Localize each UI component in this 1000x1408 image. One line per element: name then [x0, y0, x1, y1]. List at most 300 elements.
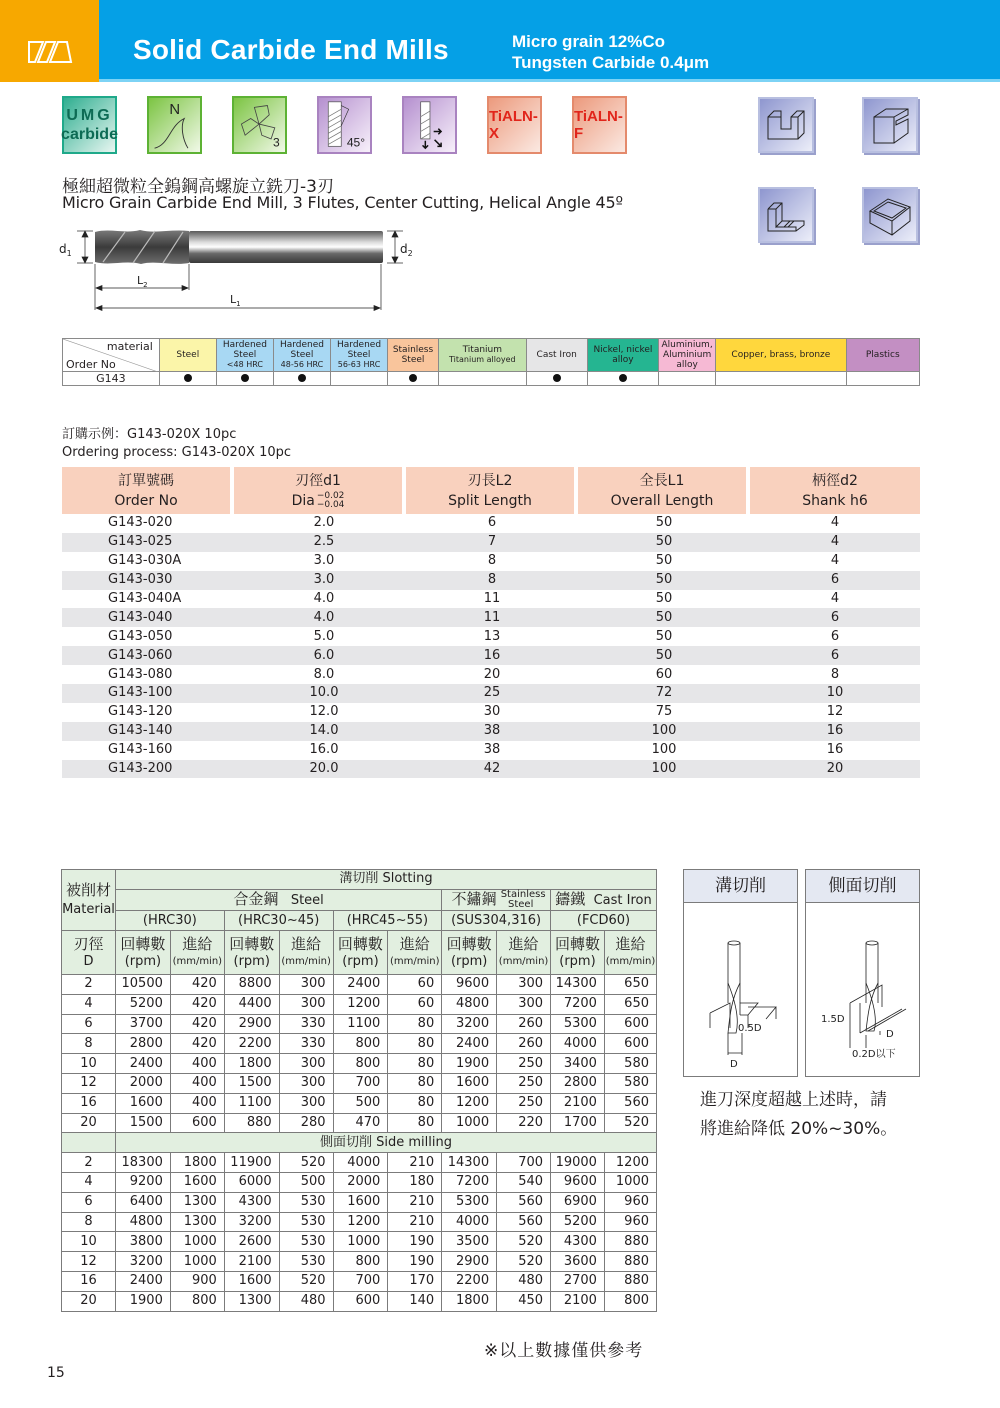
- table-cell: 100: [651, 742, 677, 758]
- diameter-cell: 10: [62, 1232, 116, 1252]
- table-cell: 3600: [551, 1252, 605, 1272]
- table-cell: 5200: [115, 994, 170, 1014]
- group-stainless: 不鏽鋼 Stainless Steel: [442, 889, 551, 911]
- table-cell: 700: [497, 1153, 551, 1173]
- table-cell: 80: [388, 1113, 442, 1133]
- material-column-8: [659, 339, 716, 372]
- flutes: [95, 230, 189, 264]
- header-order-no: 訂單號碼 Order No: [62, 467, 234, 514]
- material-sublabel: Titanium alloyed: [449, 355, 516, 364]
- table-cell: 280: [279, 1113, 333, 1133]
- dimension-table: [62, 467, 920, 778]
- ordering-example-zh: 訂購示例：G143-020X 10pc: [62, 427, 237, 442]
- header-stripe: [99, 79, 1000, 82]
- side-milling-blank: [62, 1133, 116, 1153]
- table-cell: 9600: [551, 1173, 605, 1193]
- table-cell: 30: [483, 704, 501, 720]
- table-row: [62, 665, 920, 684]
- table-cell: 300: [279, 1054, 333, 1074]
- table-row: [62, 627, 920, 646]
- table-cell: 5300: [551, 1014, 605, 1034]
- table-cell: 5300: [442, 1192, 497, 1212]
- table-row: [62, 1054, 657, 1074]
- material-column-9: [716, 339, 846, 372]
- table-cell: 5200: [551, 1212, 605, 1232]
- material-label: Titanium: [462, 345, 503, 355]
- table-cell: 13: [483, 628, 501, 644]
- table-cell: 20: [483, 666, 501, 682]
- table-cell: 2900: [442, 1252, 497, 1272]
- table-cell: 960: [604, 1212, 656, 1232]
- table-row: [62, 1093, 657, 1113]
- suitability-cell: [216, 372, 273, 386]
- table-cell: 1000: [333, 1232, 388, 1252]
- sub-sus304: (SUS304,316): [442, 911, 551, 931]
- table-cell: 600: [333, 1291, 388, 1311]
- table-row: [62, 975, 657, 995]
- table-cell: 3200: [224, 1212, 279, 1232]
- feed-header: 進給 (mm/min): [497, 931, 551, 975]
- table-cell: G143-140: [62, 722, 234, 741]
- rpm-header: 回轉數 (rpm): [333, 931, 388, 975]
- table-cell: 4.0: [313, 591, 335, 606]
- subtitle-line-1: Micro grain 12%Co: [512, 32, 666, 51]
- table-cell: 540: [497, 1173, 551, 1193]
- note-line-2: 將進給降低 20%~30%。: [700, 1119, 898, 1139]
- table-cell: 1600: [115, 1093, 170, 1113]
- table-cell: 600: [604, 1014, 656, 1034]
- side-milling-diagram: [805, 869, 920, 1077]
- diameter-cell: 4: [62, 994, 116, 1014]
- table-cell: 1000: [170, 1232, 224, 1252]
- diameter-cell: 6: [62, 1192, 116, 1212]
- table-cell: 1000: [442, 1113, 497, 1133]
- table-cell: G143-100: [62, 684, 234, 703]
- slotting-diagram-title: 溝切削: [684, 870, 797, 903]
- table-cell: 8800: [224, 975, 279, 995]
- table-cell: 580: [604, 1074, 656, 1094]
- tialn-x-coating-icon: [487, 96, 542, 154]
- header-shank: 柄徑d2 Shank h6: [750, 467, 920, 514]
- slotting-illustration: [684, 903, 797, 1075]
- table-cell: 220: [497, 1113, 551, 1133]
- table-cell: 16: [826, 742, 844, 758]
- table-cell: 1800: [224, 1054, 279, 1074]
- table-cell: G143-030A: [108, 553, 182, 569]
- three-flutes-glyph: [234, 96, 285, 154]
- table-cell: 2100: [551, 1093, 605, 1113]
- material-sublabel: 48-56 HRC: [280, 360, 324, 369]
- page-title: Solid Carbide End Mills: [133, 34, 449, 65]
- slotting-header: 溝切削 Slotting: [115, 870, 656, 890]
- diameter-cell: 12: [62, 1252, 116, 1272]
- table-cell: 520: [497, 1252, 551, 1272]
- tialn-f-coating-icon: [572, 96, 627, 154]
- table-cell: 20.0: [234, 760, 406, 779]
- corner-order-label: Order No: [66, 358, 116, 371]
- table-cell: 1800: [170, 1153, 224, 1173]
- table-cell: 480: [279, 1291, 333, 1311]
- table-cell: 6900: [551, 1192, 605, 1212]
- table-row: [62, 552, 920, 571]
- table-row: [62, 741, 920, 760]
- table-cell: 880: [604, 1252, 656, 1272]
- header-dia: 刃徑d1 Dia −0.02 −0.04: [234, 467, 406, 514]
- table-cell: 2800: [115, 1034, 170, 1054]
- feed-header: 進給 (mm/min): [279, 931, 333, 975]
- table-cell: 800: [333, 1252, 388, 1272]
- table-cell: 210: [388, 1192, 442, 1212]
- center-cutting-glyph: [404, 96, 455, 154]
- feed-header: 進給 (mm/min): [604, 931, 656, 975]
- diameter-cell: 10: [62, 1054, 116, 1074]
- table-cell: 190: [388, 1252, 442, 1272]
- svg-text:45°: 45°: [346, 135, 366, 150]
- table-row: [62, 608, 920, 627]
- table-cell: 140: [388, 1291, 442, 1311]
- table-cell: G143-050: [108, 628, 173, 644]
- table-cell: 11: [406, 608, 578, 627]
- table-cell: 4400: [224, 994, 279, 1014]
- table-cell: 25: [406, 684, 578, 703]
- suitability-cell: [716, 372, 846, 386]
- table-cell: 4300: [224, 1192, 279, 1212]
- table-cell: 4000: [442, 1212, 497, 1232]
- umg-label: UMG: [66, 107, 113, 124]
- table-cell: 80: [388, 1074, 442, 1094]
- header-split-length: 刃長L2 Split Length: [406, 467, 578, 514]
- table-row: [62, 1153, 657, 1173]
- material-label: Steel: [176, 350, 200, 360]
- table-cell: 300: [497, 975, 551, 995]
- sub-hrc30: (HRC30): [115, 911, 224, 931]
- table-cell: 2200: [442, 1272, 497, 1292]
- table-cell: 2100: [224, 1252, 279, 1272]
- suitable-dot-icon: [241, 374, 249, 382]
- table-cell: 50: [655, 515, 673, 531]
- corner-material-label: material: [106, 340, 153, 353]
- suitability-cell: [159, 372, 216, 386]
- table-cell: 300: [279, 1093, 333, 1113]
- table-cell: 4: [750, 533, 920, 552]
- table-cell: 4000: [333, 1153, 388, 1173]
- feed-header: 進給 (mm/min): [388, 931, 442, 975]
- table-cell: G143-080: [108, 666, 173, 682]
- table-cell: 11900: [224, 1153, 279, 1173]
- suitable-dot-icon: [298, 374, 306, 382]
- tialn-x-label: TiALN-X: [489, 108, 538, 142]
- material-label: Cast Iron: [536, 350, 577, 360]
- table-cell: 5.0: [313, 628, 335, 644]
- table-cell: G143-160: [108, 742, 173, 758]
- product-title-zh: 極細超微粒全鎢鋼高螺旋立銑刀-3刃: [62, 177, 334, 197]
- table-row: [62, 760, 920, 779]
- table-cell: 6: [750, 571, 920, 590]
- page-number: 15: [47, 1365, 65, 1381]
- table-cell: 7200: [442, 1173, 497, 1193]
- table-cell: 50: [655, 591, 673, 606]
- table-cell: 520: [279, 1153, 333, 1173]
- table-cell: 520: [497, 1232, 551, 1252]
- table-cell: 50: [578, 608, 750, 627]
- sub-hrc45-55: (HRC45~55): [333, 911, 442, 931]
- table-cell: 300: [279, 975, 333, 995]
- table-cell: 300: [279, 1074, 333, 1094]
- table-cell: 960: [604, 1192, 656, 1212]
- table-cell: 530: [279, 1232, 333, 1252]
- table-cell: 6400: [115, 1192, 170, 1212]
- table-cell: 4.0: [234, 608, 406, 627]
- table-cell: 2100: [551, 1291, 605, 1311]
- helix-45-glyph: [319, 96, 370, 154]
- table-cell: 3.0: [313, 553, 335, 569]
- material-header: 被削材 Material: [62, 870, 116, 931]
- table-cell: 1000: [170, 1252, 224, 1272]
- table-cell: 1600: [442, 1074, 497, 1094]
- table-cell: 650: [604, 994, 656, 1014]
- svg-text:d1: $d_1$: [59, 242, 72, 258]
- table-cell: 1000: [604, 1173, 656, 1193]
- diameter-cell: 4: [62, 1173, 116, 1193]
- table-cell: 2000: [333, 1173, 388, 1193]
- rpm-header: 回轉數 (rpm): [115, 931, 170, 975]
- table-row: [62, 1074, 657, 1094]
- table-cell: 480: [497, 1272, 551, 1292]
- product-title-en: Micro Grain Carbide End Mill, 3 Flutes, Center Cutting, Helical Angle 45º: [62, 193, 623, 212]
- table-cell: 1100: [224, 1093, 279, 1113]
- material-column-2: [273, 339, 330, 372]
- table-cell: 500: [279, 1173, 333, 1193]
- table-cell: 170: [388, 1272, 442, 1292]
- material-label: Hardened Steel: [279, 340, 324, 360]
- table-cell: 6: [830, 628, 840, 644]
- table-cell: 18300: [115, 1153, 170, 1173]
- group-steel: 合金鋼 Steel: [115, 889, 441, 911]
- material-label: Nickel, nickel alloy: [593, 345, 653, 365]
- material-column-6: [526, 339, 587, 372]
- group-cast-iron: 鑄鐵 Cast Iron: [551, 889, 657, 911]
- material-column-7: [587, 339, 658, 372]
- rpm-header: 回轉數 (rpm): [551, 931, 605, 975]
- material-label: Plastics: [865, 350, 900, 360]
- three-flutes-icon: [232, 96, 287, 154]
- side-milling-header: 側面切削 Side milling: [115, 1133, 656, 1153]
- table-cell: 580: [604, 1054, 656, 1074]
- table-cell: 80: [388, 1034, 442, 1054]
- table-cell: 2400: [115, 1054, 170, 1074]
- table-cell: 14300: [551, 975, 605, 995]
- table-cell: 2900: [224, 1014, 279, 1034]
- table-cell: 2600: [224, 1232, 279, 1252]
- table-row: [62, 1291, 657, 1311]
- material-corner-cell: [63, 339, 160, 372]
- table-cell: G143-120: [108, 704, 173, 720]
- table-cell: G143-030: [62, 571, 234, 590]
- header-overall-length: 全長L1 Overall Length: [578, 467, 750, 514]
- table-cell: 38: [406, 722, 578, 741]
- table-cell: 3.0: [234, 571, 406, 590]
- table-cell: 190: [388, 1232, 442, 1252]
- feed-header: 進給 (mm/min): [170, 931, 224, 975]
- table-cell: 50: [655, 628, 673, 644]
- table-cell: 1200: [333, 994, 388, 1014]
- brand-logo: [0, 0, 99, 82]
- table-cell: 14300: [442, 1153, 497, 1173]
- suitability-cell: [330, 372, 387, 386]
- table-cell: 1900: [442, 1054, 497, 1074]
- table-row: [62, 1232, 657, 1252]
- header-subtitle: [512, 31, 709, 73]
- table-cell: 10: [750, 684, 920, 703]
- suitable-dot-icon: [184, 374, 192, 382]
- svg-text:L2: $L_2$: [137, 274, 148, 289]
- table-row: [62, 1113, 657, 1133]
- table-row: [62, 1192, 657, 1212]
- table-cell: 1600: [224, 1272, 279, 1292]
- table-cell: 650: [604, 975, 656, 995]
- table-row: [62, 1014, 657, 1034]
- table-row: [62, 533, 920, 552]
- end-mill-drawing: [55, 226, 415, 311]
- table-cell: 300: [497, 994, 551, 1014]
- side-milling-icon: [862, 97, 918, 153]
- suitability-cell: [659, 372, 716, 386]
- table-cell: 420: [170, 1034, 224, 1054]
- suitability-cell: [526, 372, 587, 386]
- table-cell: 520: [279, 1272, 333, 1292]
- table-cell: 4800: [115, 1212, 170, 1232]
- cutting-conditions-table: [61, 869, 657, 1312]
- table-row: [62, 994, 657, 1014]
- table-cell: 60: [655, 666, 673, 682]
- suitable-dot-icon: [409, 374, 417, 382]
- svg-text:0.5D: 0.5D: [738, 1023, 762, 1034]
- table-cell: 1600: [333, 1192, 388, 1212]
- table-cell: 9600: [442, 975, 497, 995]
- table-cell: 4: [830, 515, 840, 531]
- diameter-cell: 8: [62, 1034, 116, 1054]
- table-cell: 3700: [115, 1014, 170, 1034]
- table-row: [62, 514, 920, 533]
- table-cell: 450: [497, 1291, 551, 1311]
- table-cell: 600: [604, 1034, 656, 1054]
- table-cell: 6: [487, 515, 497, 531]
- table-cell: 60: [388, 994, 442, 1014]
- suitable-dot-icon: [619, 374, 627, 382]
- material-order-no: G143: [63, 372, 160, 386]
- suitability-cell: [438, 372, 526, 386]
- table-cell: 560: [497, 1192, 551, 1212]
- table-cell: 2.5: [234, 533, 406, 552]
- table-cell: 3800: [115, 1232, 170, 1252]
- suitability-cell: [273, 372, 330, 386]
- table-row: [62, 646, 920, 665]
- table-cell: 12: [826, 704, 844, 720]
- table-cell: 4000: [551, 1034, 605, 1054]
- table-row: [62, 1173, 657, 1193]
- side-milling-illustration: [806, 903, 919, 1075]
- table-cell: 4: [830, 591, 840, 606]
- svg-text:d2: $d_2$: [400, 242, 413, 258]
- type-n-icon: [147, 96, 202, 154]
- table-cell: 4300: [551, 1232, 605, 1252]
- table-cell: 14.0: [234, 722, 406, 741]
- material-column-0: [159, 339, 216, 372]
- table-cell: 8: [830, 666, 840, 682]
- table-cell: 330: [279, 1034, 333, 1054]
- rpm-header: 回轉數 (rpm): [442, 931, 497, 975]
- table-cell: 19000: [551, 1153, 605, 1173]
- table-cell: 1600: [170, 1173, 224, 1193]
- table-cell: 2.0: [313, 515, 335, 531]
- svg-text:1.5D: 1.5D: [821, 1014, 845, 1025]
- table-cell: 500: [333, 1093, 388, 1113]
- table-cell: 600: [170, 1113, 224, 1133]
- table-row: [62, 1034, 657, 1054]
- svg-text:N: N: [169, 101, 181, 118]
- diameter-cell: 20: [62, 1291, 116, 1311]
- table-cell: 1200: [604, 1153, 656, 1173]
- svg-text:L1: $L_1$: [230, 293, 241, 308]
- diameter-cell: 2: [62, 1153, 116, 1173]
- table-cell: 72: [578, 684, 750, 703]
- table-cell: G143-200: [62, 760, 234, 779]
- table-cell: 9200: [115, 1173, 170, 1193]
- table-cell: 4: [830, 553, 840, 569]
- table-cell: 700: [333, 1272, 388, 1292]
- table-cell: 50: [578, 571, 750, 590]
- diameter-cell: 6: [62, 1014, 116, 1034]
- table-cell: 2800: [551, 1074, 605, 1094]
- table-cell: 1300: [224, 1291, 279, 1311]
- table-cell: 1300: [170, 1192, 224, 1212]
- table-cell: 8: [487, 553, 497, 569]
- table-cell: 4800: [442, 994, 497, 1014]
- table-cell: 16: [406, 646, 578, 665]
- table-cell: 1200: [333, 1212, 388, 1232]
- pocketing-icon: [862, 187, 918, 243]
- material-label: Hardened Steel: [337, 340, 382, 360]
- table-cell: 900: [170, 1272, 224, 1292]
- subtitle-line-2: Tungsten Carbide 0.4μm: [512, 53, 710, 72]
- ordering-example-en: Ordering process: G143-020X 10pc: [62, 445, 292, 460]
- table-cell: 330: [279, 1014, 333, 1034]
- material-label: Stainless Steel: [392, 345, 434, 365]
- table-cell: 80: [388, 1093, 442, 1113]
- table-cell: G143-020: [108, 515, 173, 531]
- table-cell: 530: [279, 1192, 333, 1212]
- slotting-diagram: [683, 869, 798, 1077]
- material-column-10: [846, 339, 919, 372]
- table-cell: 100: [578, 760, 750, 779]
- table-cell: 80: [388, 1014, 442, 1034]
- material-column-4: [388, 339, 439, 372]
- table-cell: G143-040A: [108, 591, 182, 606]
- table-cell: 80: [388, 1054, 442, 1074]
- tialn-f-label: TiALN-F: [574, 108, 623, 142]
- table-row: [62, 1272, 657, 1292]
- material-column-1: [216, 339, 273, 372]
- table-cell: 2700: [551, 1272, 605, 1292]
- table-cell: 420: [170, 994, 224, 1014]
- svg-text:0.2D以下: 0.2D以下: [852, 1049, 896, 1060]
- table-cell: 560: [497, 1212, 551, 1232]
- table-cell: 520: [604, 1113, 656, 1133]
- table-cell: 11: [483, 591, 501, 606]
- table-cell: 1500: [115, 1113, 170, 1133]
- table-cell: G143-040: [62, 608, 234, 627]
- table-cell: 2400: [115, 1272, 170, 1292]
